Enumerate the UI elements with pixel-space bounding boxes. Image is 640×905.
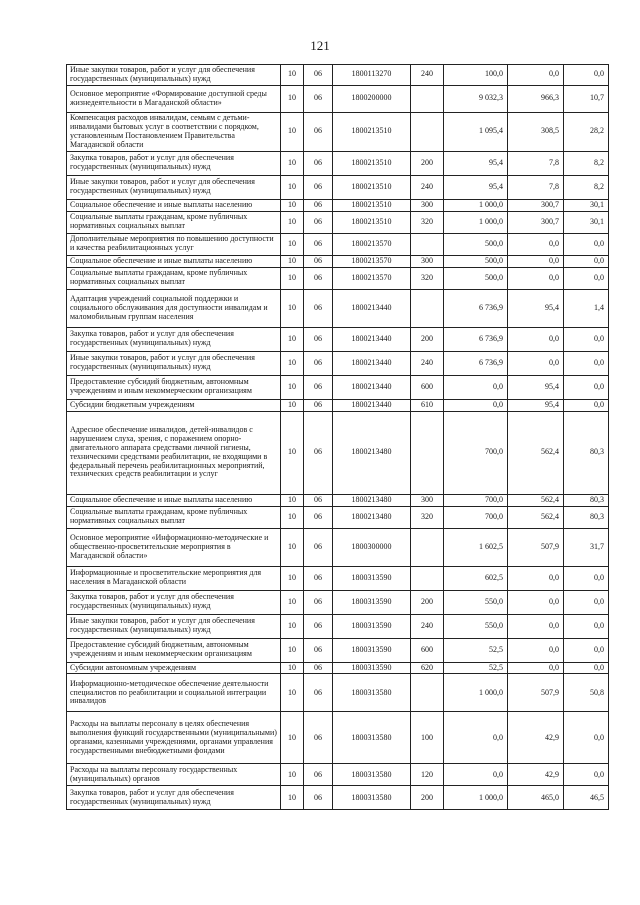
row-expense-type: 120 [411,764,444,786]
row-subsection: 06 [304,267,333,289]
row-percent: 30,1 [564,199,609,211]
row-amount-actual: 0,0 [508,614,564,638]
row-target-article: 1800313590 [333,614,411,638]
page-number: 121 [310,38,330,53]
row-expense-type: 200 [411,590,444,614]
row-section: 10 [281,175,304,199]
row-percent: 0,0 [564,399,609,411]
row-amount-plan: 602,5 [444,566,508,590]
row-amount-actual: 966,3 [508,85,564,112]
row-target-article: 1800213510 [333,151,411,175]
row-percent: 0,0 [564,638,609,662]
row-amount-actual: 300,7 [508,211,564,233]
row-expense-type [411,411,444,494]
row-target-article: 1800213440 [333,399,411,411]
row-target-article: 1800213510 [333,175,411,199]
row-target-article: 1800213440 [333,327,411,351]
row-subsection: 06 [304,528,333,566]
row-name: Субсидии бюджетным учреждениям [67,399,281,411]
row-amount-actual: 0,0 [508,255,564,267]
row-subsection: 06 [304,764,333,786]
row-amount-actual: 95,4 [508,399,564,411]
row-amount-plan: 500,0 [444,233,508,255]
row-percent: 0,0 [564,267,609,289]
row-percent: 10,7 [564,85,609,112]
row-name: Адресное обеспечение инвалидов, детей-инвалидов с нарушением слуха, зрения, с поражением опорно-двигательного аппарата средствами личной гигиены, техническими средствами реабилитации, не входящими в федеральный перечень реабилитационных мероприятий, технических средств реабилитации и услуг [67,411,281,494]
row-subsection: 06 [304,175,333,199]
row-amount-plan: 100,0 [444,65,508,86]
row-subsection: 06 [304,65,333,86]
row-percent: 8,2 [564,175,609,199]
row-expense-type: 620 [411,662,444,674]
row-amount-plan: 0,0 [444,399,508,411]
table-row [67,85,609,112]
row-percent: 0,0 [564,375,609,399]
row-expense-type: 100 [411,712,444,764]
table-row [67,175,609,199]
row-subsection: 06 [304,712,333,764]
row-amount-plan: 500,0 [444,255,508,267]
row-amount-actual: 42,9 [508,712,564,764]
row-amount-plan: 700,0 [444,494,508,506]
row-amount-plan: 500,0 [444,267,508,289]
table-row [67,638,609,662]
table-row [67,399,609,411]
row-amount-plan: 550,0 [444,590,508,614]
row-amount-plan: 6 736,9 [444,327,508,351]
row-name: Расходы на выплаты персоналу в целях обеспечения выполнения функций государственными (муниципальными) органами, казенными учреждениями, органами управления государственными внебюджетными фондами [67,712,281,764]
row-section: 10 [281,712,304,764]
row-name: Основное мероприятие «Формирование доступной среды жизнедеятельности в Магаданской области» [67,85,281,112]
row-percent: 0,0 [564,255,609,267]
row-percent: 0,0 [564,712,609,764]
row-target-article: 1800313590 [333,638,411,662]
row-expense-type: 320 [411,211,444,233]
row-subsection: 06 [304,566,333,590]
row-name: Дополнительные мероприятия по повышению доступности и качества реабилитационных услуг [67,233,281,255]
row-amount-actual: 42,9 [508,764,564,786]
row-target-article: 1800300000 [333,528,411,566]
row-section: 10 [281,764,304,786]
row-amount-actual: 562,4 [508,506,564,528]
row-amount-plan: 0,0 [444,764,508,786]
table-row [67,199,609,211]
row-expense-type [411,85,444,112]
table-row [67,506,609,528]
row-amount-actual: 0,0 [508,233,564,255]
row-name: Расходы на выплаты персоналу государственных (муниципальных) органов [67,764,281,786]
row-percent: 50,8 [564,674,609,712]
row-target-article: 1800213480 [333,411,411,494]
row-amount-plan: 1 602,5 [444,528,508,566]
row-amount-actual: 0,0 [508,65,564,86]
row-name: Субсидии автономным учреждениям [67,662,281,674]
row-amount-plan: 9 032,3 [444,85,508,112]
row-target-article: 1800213570 [333,267,411,289]
row-subsection: 06 [304,211,333,233]
row-percent: 30,1 [564,211,609,233]
row-percent: 31,7 [564,528,609,566]
row-name: Закупка товаров, работ и услуг для обеспечения государственных (муниципальных) нужд [67,327,281,351]
row-name: Социальное обеспечение и иные выплаты населению [67,494,281,506]
table-row [67,65,609,86]
row-target-article: 1800200000 [333,85,411,112]
row-subsection: 06 [304,638,333,662]
row-subsection: 06 [304,151,333,175]
table-row [67,494,609,506]
row-expense-type [411,112,444,151]
row-name: Иные закупки товаров, работ и услуг для обеспечения государственных (муниципальных) нужд [67,614,281,638]
row-amount-plan: 0,0 [444,712,508,764]
row-percent: 0,0 [564,566,609,590]
row-target-article: 1800113270 [333,65,411,86]
table-row [67,590,609,614]
row-target-article: 1800213510 [333,211,411,233]
table-row [67,351,609,375]
row-target-article: 1800313590 [333,566,411,590]
row-subsection: 06 [304,351,333,375]
row-expense-type: 240 [411,65,444,86]
row-amount-plan: 0,0 [444,375,508,399]
row-expense-type: 610 [411,399,444,411]
row-target-article: 1800313580 [333,712,411,764]
row-section: 10 [281,267,304,289]
row-amount-plan: 1 095,4 [444,112,508,151]
row-percent: 0,0 [564,614,609,638]
row-expense-type: 600 [411,638,444,662]
row-section: 10 [281,351,304,375]
row-subsection: 06 [304,590,333,614]
row-amount-actual: 0,0 [508,327,564,351]
row-amount-actual: 0,0 [508,566,564,590]
row-subsection: 06 [304,199,333,211]
table-row [67,411,609,494]
row-target-article: 1800213510 [333,112,411,151]
row-section: 10 [281,85,304,112]
row-amount-actual: 7,8 [508,175,564,199]
row-expense-type [411,566,444,590]
row-section: 10 [281,786,304,810]
row-target-article: 1800213510 [333,199,411,211]
row-amount-actual: 0,0 [508,662,564,674]
row-subsection: 06 [304,255,333,267]
row-amount-plan: 52,5 [444,662,508,674]
row-percent: 0,0 [564,351,609,375]
table-row [67,528,609,566]
row-subsection: 06 [304,494,333,506]
row-amount-plan: 95,4 [444,151,508,175]
row-name: Иные закупки товаров, работ и услуг для обеспечения государственных (муниципальных) нужд [67,65,281,86]
row-name: Социальные выплаты гражданам, кроме публичных нормативных социальных выплат [67,506,281,528]
row-expense-type: 300 [411,255,444,267]
row-target-article: 1800313580 [333,674,411,712]
row-subsection: 06 [304,506,333,528]
table-row [67,712,609,764]
row-section: 10 [281,112,304,151]
row-percent: 46,5 [564,786,609,810]
row-amount-plan: 6 736,9 [444,289,508,327]
table-row [67,112,609,151]
row-target-article: 1800213570 [333,255,411,267]
row-target-article: 1800313580 [333,786,411,810]
table-row [67,151,609,175]
row-percent: 80,3 [564,494,609,506]
row-expense-type [411,528,444,566]
row-section: 10 [281,199,304,211]
row-target-article: 1800213440 [333,375,411,399]
row-amount-plan: 700,0 [444,411,508,494]
row-name: Закупка товаров, работ и услуг для обеспечения государственных (муниципальных) нужд [67,786,281,810]
table-row [67,255,609,267]
row-amount-plan: 700,0 [444,506,508,528]
table-row [67,674,609,712]
row-section: 10 [281,614,304,638]
table-row [67,786,609,810]
row-target-article: 1800313590 [333,662,411,674]
row-expense-type: 600 [411,375,444,399]
row-amount-plan: 1 000,0 [444,211,508,233]
row-subsection: 06 [304,786,333,810]
row-subsection: 06 [304,233,333,255]
row-name: Социальное обеспечение и иные выплаты населению [67,255,281,267]
row-amount-actual: 0,0 [508,638,564,662]
row-amount-actual: 562,4 [508,494,564,506]
row-amount-actual: 0,0 [508,590,564,614]
row-percent: 0,0 [564,764,609,786]
row-subsection: 06 [304,614,333,638]
table-row [67,211,609,233]
row-name: Закупка товаров, работ и услуг для обеспечения государственных (муниципальных) нужд [67,590,281,614]
row-subsection: 06 [304,674,333,712]
row-name: Компенсация расходов инвалидам, семьям с детьми-инвалидами бытовых услуг в соответствии с порядком, установленным Постановлением Правительства Магаданской области [67,112,281,151]
row-name: Адаптация учреждений социальной поддержки и социального обслуживания для доступности инвалидам и маломобильным группам населения [67,289,281,327]
row-amount-actual: 562,4 [508,411,564,494]
row-amount-actual: 0,0 [508,351,564,375]
table-row [67,375,609,399]
row-expense-type [411,289,444,327]
row-amount-plan: 52,5 [444,638,508,662]
row-amount-plan: 6 736,9 [444,351,508,375]
row-section: 10 [281,375,304,399]
table-row [67,327,609,351]
table-row [67,233,609,255]
row-expense-type: 200 [411,327,444,351]
row-section: 10 [281,399,304,411]
row-name: Предоставление субсидий бюджетным, автономным учреждениям и иным некоммерческим организациям [67,375,281,399]
row-section: 10 [281,255,304,267]
row-target-article: 1800213480 [333,506,411,528]
row-subsection: 06 [304,399,333,411]
table-row [67,614,609,638]
row-percent: 8,2 [564,151,609,175]
table-row [67,764,609,786]
row-percent: 0,0 [564,590,609,614]
row-amount-actual: 507,9 [508,528,564,566]
row-amount-actual: 507,9 [508,674,564,712]
row-section: 10 [281,327,304,351]
row-percent: 0,0 [564,233,609,255]
row-name: Основное мероприятие «Информационно-методические и общественно-просветительские мероприятия в Магаданской области» [67,528,281,566]
row-amount-actual: 300,7 [508,199,564,211]
row-percent: 1,4 [564,289,609,327]
row-amount-plan: 1 000,0 [444,199,508,211]
row-target-article: 1800313580 [333,764,411,786]
row-percent: 80,3 [564,411,609,494]
row-name: Социальное обеспечение и иные выплаты населению [67,199,281,211]
row-name: Иные закупки товаров, работ и услуг для обеспечения государственных (муниципальных) нужд [67,351,281,375]
row-section: 10 [281,506,304,528]
row-name: Закупка товаров, работ и услуг для обеспечения государственных (муниципальных) нужд [67,151,281,175]
row-section: 10 [281,590,304,614]
row-target-article: 1800213570 [333,233,411,255]
row-percent: 0,0 [564,662,609,674]
row-section: 10 [281,233,304,255]
row-percent: 0,0 [564,327,609,351]
row-amount-actual: 95,4 [508,289,564,327]
row-subsection: 06 [304,662,333,674]
row-section: 10 [281,638,304,662]
row-subsection: 06 [304,327,333,351]
row-subsection: 06 [304,375,333,399]
row-amount-actual: 7,8 [508,151,564,175]
row-section: 10 [281,151,304,175]
row-name: Иные закупки товаров, работ и услуг для обеспечения государственных (муниципальных) нужд [67,175,281,199]
row-section: 10 [281,566,304,590]
row-subsection: 06 [304,411,333,494]
row-expense-type: 200 [411,151,444,175]
row-section: 10 [281,289,304,327]
row-subsection: 06 [304,289,333,327]
row-section: 10 [281,674,304,712]
row-amount-actual: 95,4 [508,375,564,399]
table-row [67,662,609,674]
row-expense-type: 240 [411,175,444,199]
row-section: 10 [281,65,304,86]
row-expense-type [411,674,444,712]
row-subsection: 06 [304,85,333,112]
row-expense-type: 300 [411,494,444,506]
row-name: Информационные и просветительские мероприятия для населения в Магаданской области [67,566,281,590]
row-target-article: 1800313590 [333,590,411,614]
row-amount-actual: 465,0 [508,786,564,810]
row-name: Предоставление субсидий бюджетным, автономным учреждениям и иным некоммерческим организациям [67,638,281,662]
table-row [67,566,609,590]
row-section: 10 [281,211,304,233]
row-expense-type: 320 [411,506,444,528]
row-name: Социальные выплаты гражданам, кроме публичных нормативных социальных выплат [67,211,281,233]
row-section: 10 [281,494,304,506]
row-target-article: 1800213440 [333,289,411,327]
row-name: Социальные выплаты гражданам, кроме публичных нормативных социальных выплат [67,267,281,289]
row-percent: 80,3 [564,506,609,528]
row-name: Информационно-методическое обеспечение деятельности специалистов по реабилитации и социальной интеграции инвалидов [67,674,281,712]
row-amount-plan: 1 000,0 [444,786,508,810]
row-amount-actual: 0,0 [508,267,564,289]
table-row [67,267,609,289]
table-row [67,289,609,327]
row-section: 10 [281,528,304,566]
row-section: 10 [281,662,304,674]
row-expense-type: 240 [411,614,444,638]
row-percent: 28,2 [564,112,609,151]
row-subsection: 06 [304,112,333,151]
row-expense-type [411,233,444,255]
row-target-article: 1800213480 [333,494,411,506]
row-amount-plan: 1 000,0 [444,674,508,712]
row-expense-type: 300 [411,199,444,211]
row-expense-type: 200 [411,786,444,810]
row-target-article: 1800213440 [333,351,411,375]
row-expense-type: 320 [411,267,444,289]
row-amount-plan: 95,4 [444,175,508,199]
row-expense-type: 240 [411,351,444,375]
budget-table [66,64,609,810]
row-section: 10 [281,411,304,494]
row-amount-plan: 550,0 [444,614,508,638]
row-percent: 0,0 [564,65,609,86]
row-amount-actual: 308,5 [508,112,564,151]
